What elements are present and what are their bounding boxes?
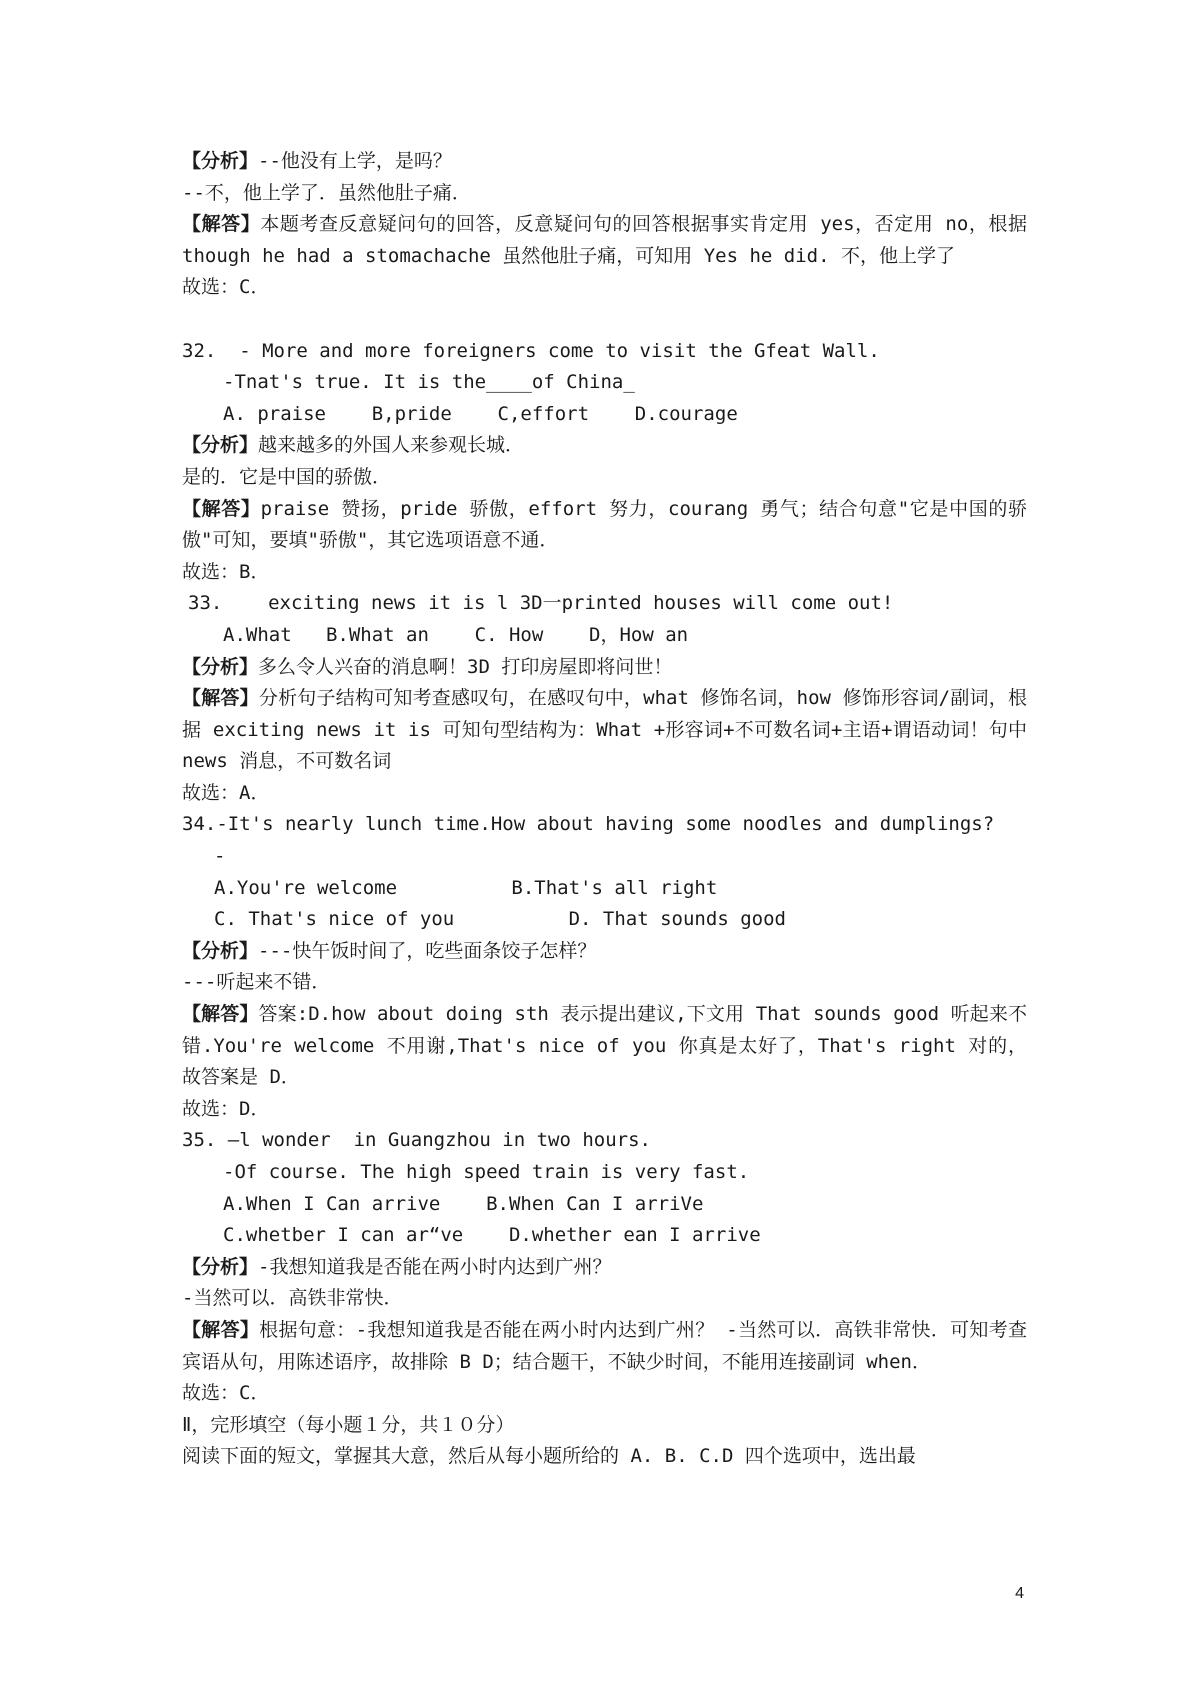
text-line [182, 1189, 1027, 1221]
line-text: 分析句子结构可知考查感叹句，在感叹句中，what 修饰名词，how 修饰形容词/副词，根据 exciting news it is 可知句型结构为：What +形容词+不可数名词+主语+谓语动词！句中 news 消息，不可数名词 [182, 687, 1027, 773]
text-line [182, 209, 1027, 272]
line-text: 故选：C． [182, 1382, 270, 1405]
text-line [182, 999, 1027, 1094]
text-line [182, 652, 1027, 684]
line-text: Ⅱ，完形填空（每小题１分，共１０分） [182, 1413, 515, 1436]
text-line [182, 557, 1027, 589]
text-line [182, 683, 1027, 778]
section-tag: 【解答】 [182, 497, 261, 520]
text-line [182, 1315, 1027, 1378]
text-line [182, 1157, 1027, 1189]
text-line [182, 494, 1027, 557]
line-text: C. That's nice of you D. That sounds good [214, 908, 786, 931]
line-text: 33. exciting news it is l 3D一printed houses will come out! [188, 592, 894, 615]
line-text: 根据句意：-我想知道我是否能在两小时内达到广州？ -当然可以．高铁非常快．可知考查宾语从句，用陈述语序，故排除 B D；结合题干，不缺少时间，不能用连接副词 when． [182, 1318, 1027, 1373]
line-text: --不，他上学了．虽然他肚子痛． [182, 181, 471, 204]
document-body [182, 146, 1027, 1473]
text-line [182, 1125, 1027, 1157]
text-line [182, 336, 1027, 368]
line-text: 34.-It's nearly lunch time.How about having some noodles and dumplings? [182, 813, 995, 836]
section-tag: 【解答】 [182, 687, 259, 710]
line-text: -Tnat's true. It is the____of China_ [223, 371, 635, 394]
text-line [182, 462, 1027, 494]
text-line [182, 1094, 1027, 1126]
text-line [182, 809, 1027, 841]
text-line [182, 399, 1027, 431]
text-line [182, 588, 1027, 620]
line-text: 故选：B． [182, 560, 270, 583]
line-text: A.You're welcome B.That's all right [214, 876, 718, 899]
text-line [182, 967, 1027, 999]
text-line [182, 936, 1027, 968]
line-text: 故选：D． [182, 1097, 270, 1120]
line-text: A. praise B,pride C,effort D.courage [223, 402, 738, 425]
text-line [182, 1441, 1027, 1473]
line-text: 阅读下面的短文，掌握其大意，然后从每小题所给的 A. B. C.D 四个选项中，选出最 [182, 1445, 916, 1468]
line-text: -Of course. The high speed train is very fast. [223, 1161, 750, 1183]
text-line [182, 367, 1027, 399]
text-line [182, 1220, 1027, 1252]
text-line [182, 778, 1027, 810]
line-text: -我想知道我是否能在两小时内达到广州？ [258, 1255, 612, 1278]
text-line [182, 178, 1027, 210]
section-tag: 【分析】 [182, 150, 259, 172]
line-text: 本题考查反意疑问句的回答，反意疑问句的回答根据事实肯定用 yes，否定用 no，根据 though he had a stomachache 虽然他肚子痛，可知用 Yes he did. 不，他上学了 [182, 213, 1027, 267]
text-line [182, 873, 1027, 905]
line-text: 是的．它是中国的骄傲． [182, 465, 392, 488]
line-text: 故选：C． [182, 276, 270, 299]
text-line [182, 904, 1027, 936]
text-line [182, 1252, 1027, 1284]
text-line [182, 1410, 1027, 1442]
line-text: praise 赞扬，pride 骄傲，effort 努力，courang 勇气；结合句意"它是中国的骄傲"可知，要填"骄傲"，其它选项语意不通． [182, 497, 1027, 552]
line-text: -当然可以．高铁非常快． [182, 1287, 403, 1310]
section-tag: 【分析】 [182, 434, 259, 457]
text-line [182, 146, 1027, 178]
section-tag: 【分析】 [182, 1255, 259, 1278]
line-text: 故选：A． [182, 781, 270, 804]
line-text: ---快午饭时间了，吃些面条饺子怎样？ [258, 939, 597, 962]
text-line [182, 272, 1027, 304]
text-line [182, 430, 1027, 462]
text-line [182, 1378, 1027, 1410]
line-text: 越来越多的外国人来参观长城． [258, 434, 525, 457]
line-text: 32. - More and more foreigners come to visit the Gfeat Wall. [182, 339, 880, 362]
line-text: 多么令人兴奋的消息啊！3D 打印房屋即将问世！ [258, 655, 673, 678]
blank-line [182, 304, 1027, 336]
section-tag: 【解答】 [182, 1003, 259, 1026]
text-line [182, 1283, 1027, 1315]
text-line [182, 620, 1027, 652]
section-tag: 【解答】 [182, 213, 261, 236]
line-text: 答案:D.how about doing sth 表示提出建议,下文用 That sounds good 听起来不错.You're welcome 不用谢,That's nice of you 你真是太好了，That's right 对的，故答案是 D． [182, 1003, 1027, 1089]
line-text: C.whetber I can ar“ve D.whether ean I arrive [223, 1224, 761, 1247]
line-text: - [214, 845, 226, 868]
line-text: A.When I Can arrive B.When Can I arriVe [223, 1192, 704, 1215]
section-tag: 【解答】 [182, 1318, 260, 1341]
text-line [182, 841, 1027, 873]
section-tag: 【分析】 [182, 939, 259, 962]
line-text: 35. —l wonder in Guangzhou in two hours. [182, 1129, 651, 1152]
line-text: --他没有上学，是吗？ [258, 150, 452, 172]
section-tag: 【分析】 [182, 655, 259, 678]
page-number: 4 [1015, 1585, 1024, 1602]
line-text: ---听起来不错． [182, 971, 331, 994]
line-text: A.What B.What an C. How D，How an [223, 623, 689, 646]
